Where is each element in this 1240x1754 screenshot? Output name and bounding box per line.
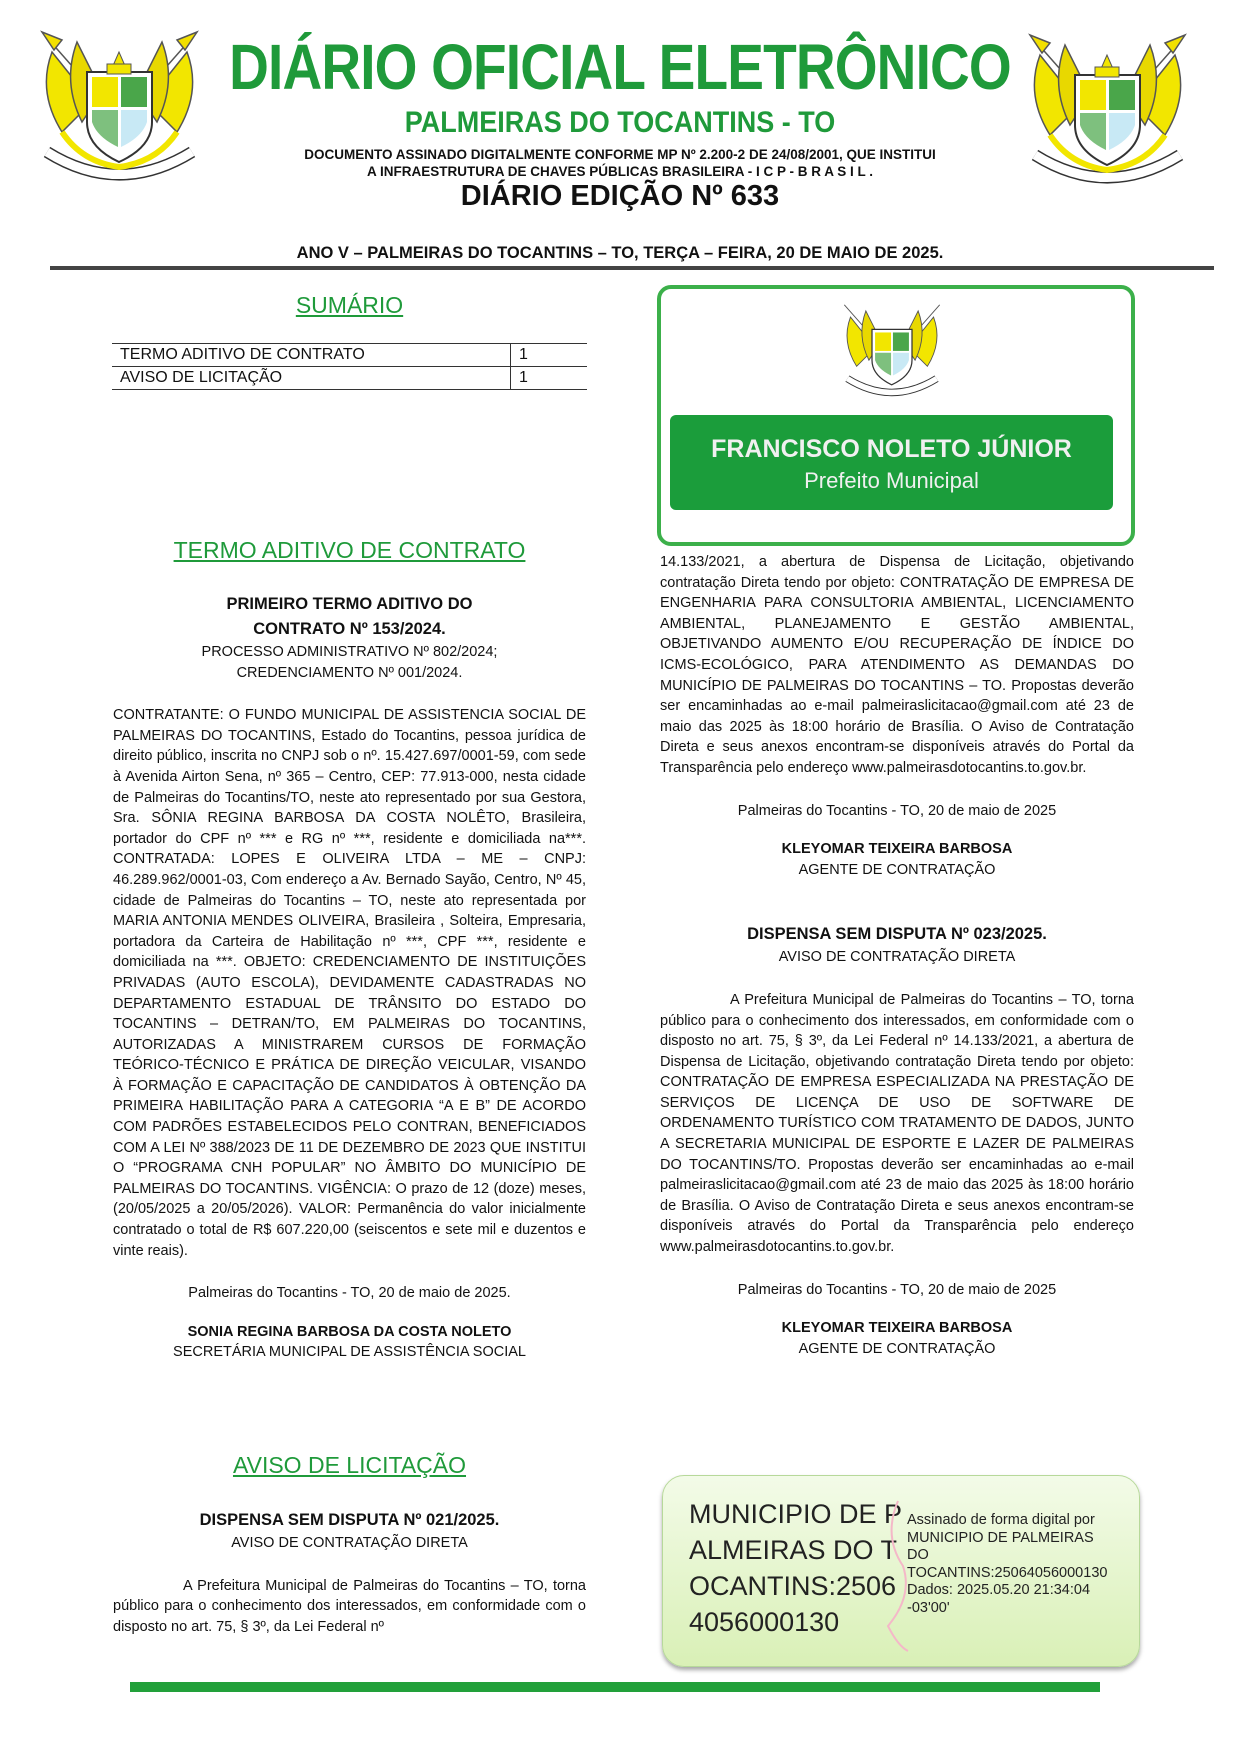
termo-heading-line-2: CONTRATO Nº 153/2024. xyxy=(253,620,446,638)
stamp-line: DO xyxy=(907,1547,929,1563)
dispensa-023-signer: KLEYOMAR TEIXEIRA BARBOSA xyxy=(781,1320,1013,1337)
stamp-line: Dados: 2025.05.20 21:34:04 xyxy=(907,1582,1091,1598)
dispensa-023-signer-role: AGENTE DE CONTRATAÇÃO xyxy=(798,1340,996,1357)
summary-title: SUMÁRIO xyxy=(295,292,404,318)
dispensa-023-heading: DISPENSA SEM DISPUTA Nº 023/2025. xyxy=(747,925,1047,944)
summary-item-label: TERMO ADITIVO DE CONTRATO xyxy=(112,344,511,367)
aviso-021-column xyxy=(113,1508,586,1637)
dispensa-021-body-continued: 14.133/2021, a abertura de Dispensa de Licitação, objetivando contratação Direta tendo por objeto: CONTRATAÇÃO DE EMPRESA DE ENGENHARIA PARA CONSULTORIA AMBIENTAL, LICENCIAMENTO AMBIENTAL, PLANEJAMENTO E GESTÃO AMBIENTAL, OBJETIVANDO AUMENTO E/OU RECUPERAÇÃO DE ÍNDICE DO ICMS-ECOLÓGICO, PARA ATENDIMENTO AS DEMANDAS DO MUNICÍPIO DE PALMEIRAS DO TOCANTINS – TO. Propostas deverão ser encaminhadas ao e-mail palmeiraslicitacao@gmail.com até 23 de maio das 2025 às 18:00 horário de Brasília. O Aviso de Contratação Direta e seus anexos encontram-se disponíveis através do Portal da Transparência pelo endereço www.palmeirasdotocantins.to.gov.br. xyxy=(660,554,1134,776)
municipality-subtitle: PALMEIRAS DO TOCANTINS - TO xyxy=(404,106,836,139)
dispensa-023-subheading: AVISO DE CONTRATAÇÃO DIRETA xyxy=(778,949,1016,966)
dispensa-021-place-date: Palmeiras do Tocantins - TO, 20 de maio de 2025 xyxy=(737,802,1057,819)
dispensa-021-signer-role: AGENTE DE CONTRATAÇÃO xyxy=(798,861,996,878)
termo-heading-line-1: PRIMEIRO TERMO ADITIVO DO xyxy=(226,595,473,613)
summary-item-label: AVISO DE LICITAÇÃO xyxy=(112,367,511,390)
digital-signature-stamp xyxy=(662,1475,1140,1667)
right-column xyxy=(660,552,1134,1359)
dateline: ANO V – PALMEIRAS DO TOCANTINS – TO, TERÇA – FEIRA, 20 DE MAIO DE 2025. xyxy=(296,244,944,262)
page-title: DIÁRIO OFICIAL ELETRÔNICO xyxy=(229,31,1011,103)
municipal-crest-small xyxy=(832,298,952,410)
header-divider xyxy=(50,266,1214,270)
stamp-signer-name: MUNICIPIO DE PALMEIRAS DO TOCANTINS:25064056000130 xyxy=(689,1499,903,1637)
dispensa-021-body-start: A Prefeitura Municipal de Palmeiras do Tocantins – TO, torna público para o conhecimento dos interessados, em conformidade com o disposto no art. 75, § 3º, da Lei Federal nº xyxy=(113,1577,586,1635)
edition-number: DIÁRIO EDIÇÃO Nº 633 xyxy=(460,180,780,212)
dispensa-023-place-date: Palmeiras do Tocantins - TO, 20 de maio de 2025 xyxy=(737,1281,1057,1298)
mayor-nameplate xyxy=(670,415,1113,510)
stamp-line: -03'00' xyxy=(907,1599,950,1616)
stamp-line: Assinado de forma digital por xyxy=(907,1512,1095,1528)
termo-signer: SONIA REGINA BARBOSA DA COSTA NOLETO xyxy=(187,1323,512,1340)
termo-body: CONTRATANTE: O FUNDO MUNICIPAL DE ASSISTENCIA SOCIAL DE PALMEIRAS DO TOCANTINS, Estado do Tocantins, pessoa jurídica de direito público, inscrita no CNPJ sob o nº. 15.427.697/0001-59, com sede à Avenida Airton Sena, nº 365 – Centro, CEP: 77.913-000, nesta cidade de Palmeiras do Tocantins/TO, neste ato representado por sua Gestora, Sra. SÔNIA REGINA BARBOSA DA COSTA NOLÊTO, Brasileira, portador do CPF nº *** e RG nº ***, residente e domiciliada na***. CONTRATADA: LOPES E OLIVEIRA LTDA – ME – CNPJ: 46.289.962/0001-03, Com endereço a Av. Bernado Sayão, Centro, Nº 45, cidade de Palmeiras do Tocantins – TO, neste ato representada por MARIA ANTONIA MENDES OLIVEIRA, Brasileira , Solteira, Empresaria, portadora da Carteira de Habilitação nº ***, CPF ***, residente e domiciliada na ***. OBJETO: CREDENCIAMENTO DE INSTITUIÇÕES PRIVADAS (AUTO ESCOLA), DEVIDAMENTE CADASTRADAS NO DEPARTAMENTO ESTADUAL DE TRÂNSITO DO ESTADO DO TOCANTINS – DETRAN/TO, EM PALMEIRAS DO TOCANTINS, AUTORIZADAS A MINISTRAREM CURSOS DE FORMAÇÃO TEÓRICO-TÉCNICO E PRÁTICA DE DIREÇÃO VEICULAR, VISANDO À FORMAÇÃO E CAPACITAÇÃO DE CANDIDATOS À OBTENÇÃO DA PRIMEIRA HABILITAÇÃO PARA A CATEGORIA “A E B” DE ACORDO COM PADRÕES ESTABELECIDOS PELO CONTRAN, BENEFICIADOS COM A LEI Nº 388/2023 DE 11 DE DEZEMBRO DE 2023 QUE INSTITUI O “PROGRAMA CNH POPULAR” NO ÂMBITO DO MUNICÍPIO DE PALMEIRAS DO TOCANTINS. VIGÊNCIA: O prazo de 12 (doze) meses, (20/05/2025 a 20/05/2026). VALOR: Permanência do valor inicialmente contratado o total de R$ 607.220,00 (seiscentos e sete mil e duzentos e vinte reais). xyxy=(113,707,586,1259)
mayor-name: FRANCISCO NOLETO JÚNIOR xyxy=(711,435,1072,463)
signature-note-line-2: A INFRAESTRUTURA DE CHAVES PÚBLICAS BRASILEIRA - I C P - B R A S I L . xyxy=(366,164,874,179)
summary-item-page: 1 xyxy=(511,344,588,367)
dispensa-023-body: A Prefeitura Municipal de Palmeiras do Tocantins – TO, torna público para o conhecimento dos interessados, em conformidade com o disposto no art. 75, § 3º, da Lei Federal nº 14.133/2021, a abertura de Dispensa de Licitação, objetivando contratação Direta tendo por objeto: CONTRATAÇÃO DE EMPRESA ESPECIALIZADA NA PRESTAÇÃO DE SERVIÇOS DE LICENÇA DE USO DE SOFTWARE DE ORDENAMENTO TURÍSTICO COM TRATAMENTO DE DADOS, JUNTO A SECRETARIA MUNICIPAL DE ESPORTE E LAZER DE PALMEIRAS DO TOCANTINS/TO. Propostas deverão ser encaminhadas ao e-mail palmeiraslicitacao@gmail.com até 23 de maio das 2025 às 18:00 horário de Brasília. O Aviso de Contratação Direta e seus anexos encontram-se disponíveis através do Portal da Transparência pelo endereço www.palmeirasdotocantins.to.gov.br. xyxy=(660,991,1134,1256)
stamp-line: MUNICIPIO DE PALMEIRAS xyxy=(907,1529,1094,1546)
aviso-section-title: AVISO DE LICITAÇÃO xyxy=(232,1452,467,1478)
stamp-line: TOCANTINS:25064056000130 xyxy=(907,1564,1108,1581)
summary-item-page: 1 xyxy=(511,367,588,390)
termo-process-line-1: PROCESSO ADMINISTRATIVO Nº 802/2024; xyxy=(201,644,498,660)
digital-signature-note xyxy=(240,146,1000,180)
termo-section-title: TERMO ADITIVO DE CONTRATO xyxy=(173,537,526,563)
dispensa-021-subheading: AVISO DE CONTRATAÇÃO DIRETA xyxy=(231,1535,468,1551)
termo-signer-role: SECRETÁRIA MUNICIPAL DE ASSISTÊNCIA SOCIAL xyxy=(173,1344,526,1361)
summary-table xyxy=(112,343,587,390)
table-row xyxy=(112,344,587,367)
termo-process-line-2: CREDENCIAMENTO Nº 001/2024. xyxy=(236,664,463,681)
termo-place-date: Palmeiras do Tocantins - TO, 20 de maio de 2025. xyxy=(188,1285,511,1302)
dispensa-021-signer: KLEYOMAR TEIXEIRA BARBOSA xyxy=(781,841,1013,858)
signature-note-line-1: DOCUMENTO ASSINADO DIGITALMENTE CONFORME MP Nº 2.200-2 DE 24/08/2001, QUE INSTITUI xyxy=(304,147,936,162)
footer-bar xyxy=(130,1682,1100,1692)
termo-column xyxy=(113,592,586,1363)
stamp-details xyxy=(907,1512,1132,1617)
mayor-role: Prefeito Municipal xyxy=(804,468,979,493)
dispensa-021-heading: DISPENSA SEM DISPUTA Nº 021/2025. xyxy=(199,1511,500,1529)
table-row xyxy=(112,367,587,390)
